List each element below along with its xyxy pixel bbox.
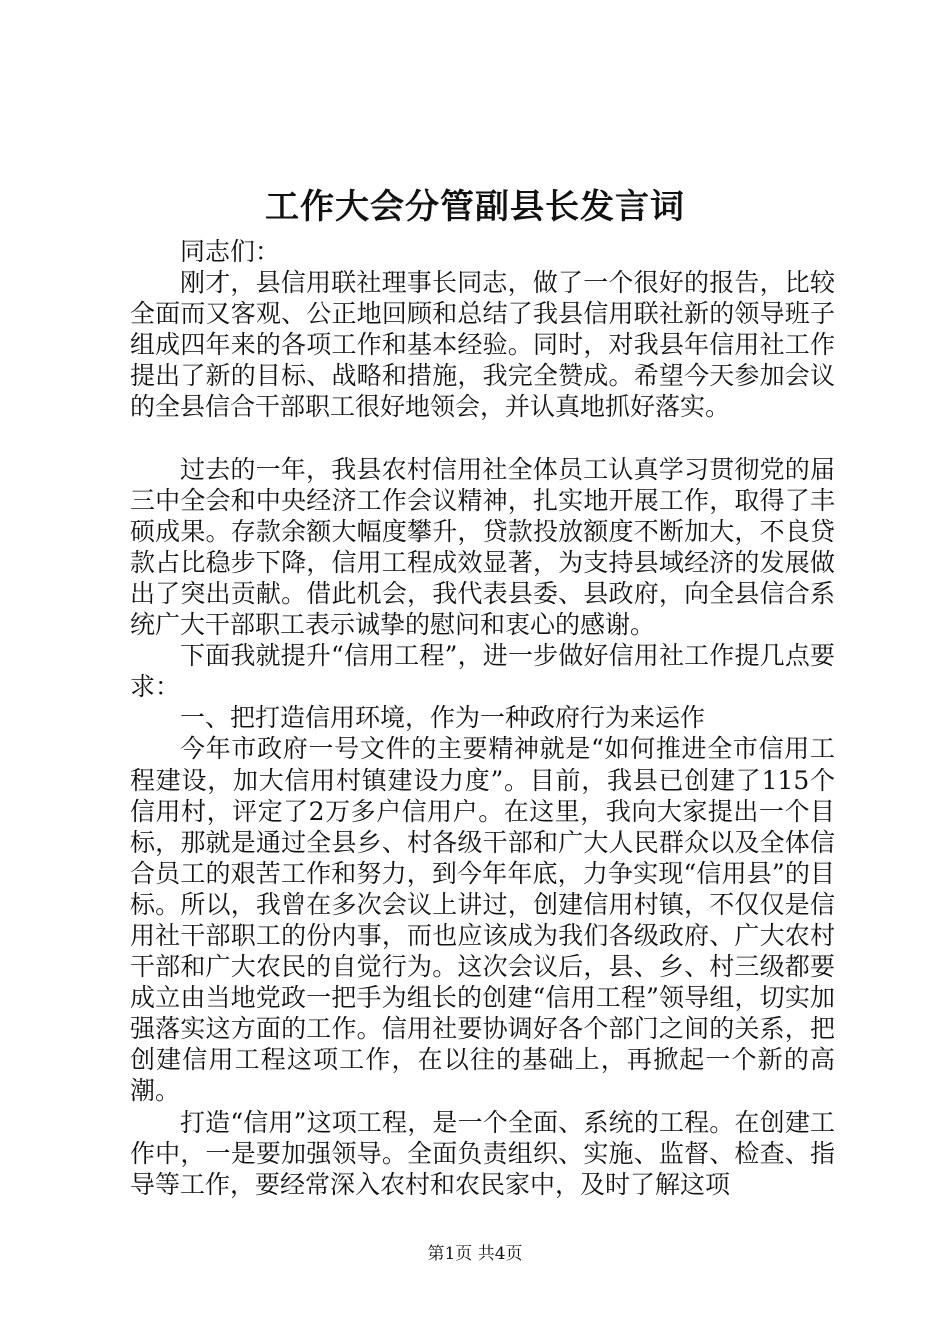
paragraph-4: 今年市政府一号文件的主要精神就是“如何推进全市信用工程建设，加大信用村镇建设力度”。目前，我县已创建了115个信用村，评定了2万多户信用户。在这里，我向大家提出一个目标，那就是通过全县乡、村各级干部和广大人民群众以及全体信合员工的艰苦工作和努力，到今年年底，力争实现“信用县”的目标。所以，我曾在多次会议上讲过，创建信用村镇，不仅仅是信用社干部职工的份内事，而也应该成为我们各级政府、广大农村干部和广大农民的自觉行为。这次会议后，县、乡、村三级都要成立由当地党政一把手为组长的创建“信用工程”领导组，切实加强落实这方面的工作。信用社要协调好各个部门之间的关系，把创建信用工程这项工作，在以往的基础上，再掀起一个新的高潮。 xyxy=(130,734,835,1106)
salutation: 同志们： xyxy=(180,237,281,266)
paragraph-1: 刚才，县信用联社理事长同志，做了一个很好的报告，比较全面而又客观、公正地回顾和总结了我县信用联社新的领导班子组成四年来的各项工作和基本经验。同时，对我县年信用社工作提出了新的目标、战略和措施，我完全赞成。希望今天参加会议的全县信合干部职工很好地领会，并认真地抓好落实。 xyxy=(130,268,835,422)
paragraph-3: 下面我就提升“信用工程”，进一步做好信用社工作提几点要求： xyxy=(130,641,835,702)
blank-line xyxy=(130,423,835,454)
paragraph-5: 打造“信用”这项工程，是一个全面、系统的工程。在创建工作中，一是要加强领导。全面负责组织、实施、监督、检查、指导等工作，要经常深入农村和农民家中，及时了解这项 xyxy=(130,1107,835,1199)
section-heading-1: 一、把打造信用环境，作为一种政府行为来运作 xyxy=(180,703,706,733)
paragraph-2: 过去的一年，我县农村信用社全体员工认真学习贯彻党的届三中全会和中央经济工作会议精神，扎实地开展工作，取得了丰硕成果。存款余额大幅度攀升，贷款投放额度不断加大，不良贷款占比稳步下降，信用工程成效显著，为支持县域经济的发展做出了突出贡献。借此机会，我代表县委、县政府，向全县信合系统广大干部职工表示诚挚的慰问和衷心的感谢。 xyxy=(130,454,835,640)
document-body xyxy=(130,236,835,1200)
page-indicator: 第1页 共4页 xyxy=(427,1244,523,1264)
document-title: 工作大会分管副县长发言词 xyxy=(265,187,685,227)
